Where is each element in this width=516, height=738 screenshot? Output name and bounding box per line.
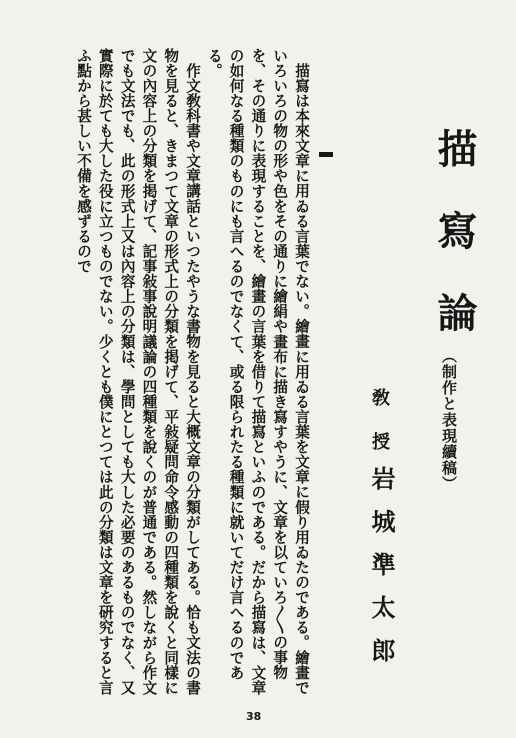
article-body xyxy=(50,48,312,708)
body-paragraph-2: 作文敎科書や文章講話といつたやうな書物を見ると大概文章の分類がしてある。恰も文法の書物を見ると、きまつて文章の形式上の分類を掲げて、平敍疑問命令感動の四種類を說くと同樣に文の內容上の分類を掲げて、記事敍事說明議論の四種類を說くのが普通である。然しながら作文でも文法でも、此の形式上又は內容上の分類は、學問としても大した必要のあるものでなく、又實際に於ても大した役に立つものでない。少くとも僕にとつては此の分類は文章を硏究すると言ふ點から甚しい不備を感ずるので xyxy=(75,48,202,696)
article-subtitle: （制作と表現續稿） xyxy=(440,348,458,492)
section-number-one xyxy=(319,152,333,157)
author-title: 敎授 xyxy=(369,388,390,476)
body-paragraph-1: 描寫は本來文章に用ゐる言葉でない。繪畫に用ゐる言葉を文章に假り用ゐたのである。繪畫でいろいろの物の形や色をその通りに繪絹や畫布に描き寫すやうに、文章を以ていろ〳〵の事物を、その通りに表現することを、繪畫の言葉を借りて描寫といふのである。だから描寫は、文章の如何なる種類のものにも言へるのでなくて、或る限られたる種類に就いてだけ言へるのである。 xyxy=(205,48,310,696)
author-name: 岩城準太郎 xyxy=(367,466,396,681)
article-title: 描寫論 xyxy=(431,128,478,374)
page-number: 38 xyxy=(246,710,262,723)
